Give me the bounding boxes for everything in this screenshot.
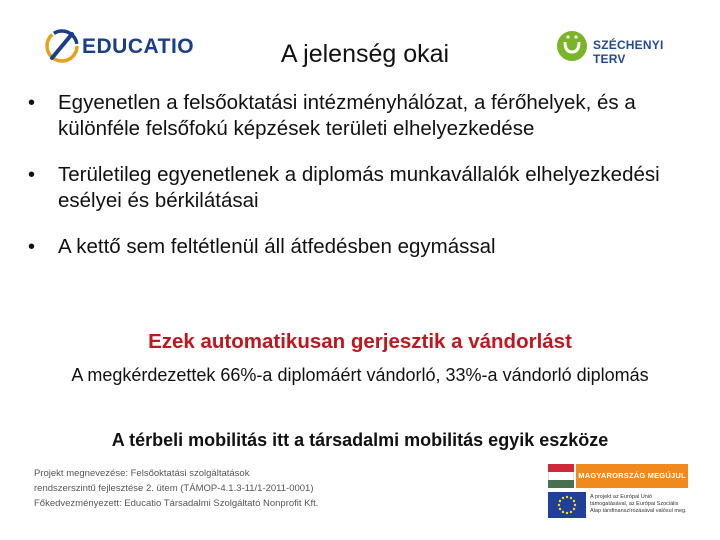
statistic-text: A megkérdezettek 66%-a diplomáért vándorló, 33%-a vándorló diplomás: [71, 365, 649, 385]
project-info: [34, 466, 454, 511]
bullet-dot: •: [28, 236, 36, 258]
bullet-list: [28, 90, 698, 280]
eu-flag-icon: [548, 492, 586, 518]
magyarorszag-megujul-label: MAGYARORSZÁG MEGÚJUL: [576, 464, 688, 488]
bullet-item: [28, 90, 698, 142]
bullet-dot: •: [28, 92, 36, 114]
bullet-item: [28, 162, 698, 214]
project-info-line: rendszerszintű fejlesztése 2. ütem (TÁMOP-4.1.3-11/1-2011-0001): [34, 483, 314, 494]
bullet-text: A kettő sem feltétlenül áll átfedésben egymással: [58, 235, 496, 258]
hungarian-flag-icon: [548, 464, 574, 488]
bullet-dot: •: [28, 164, 36, 186]
project-info-line: Főkedvezményezett: Educatio Társadalmi Szolgáltató Nonprofit Kft.: [34, 498, 319, 509]
slide-title: A jelenség okai: [280, 40, 450, 68]
educatio-logo-icon: [44, 28, 80, 64]
educatio-logo-text: EDUCATIO: [82, 35, 195, 58]
highlight-text: Ezek automatikusan gerjesztik a vándorlást: [148, 330, 572, 353]
project-info-line: Projekt megnevezése: Felsőoktatási szolgáltatások: [34, 468, 250, 479]
mobility-statement: A térbeli mobilitás itt a társadalmi mobilitás egyik eszköze: [111, 430, 609, 450]
szechenyi-logo: [555, 28, 695, 68]
eu-support-text: A projekt az Európai Unió támogatásával, az Európai Szociális Alap társfinanszírozásával valósul meg.: [590, 494, 687, 514]
bullet-item: [28, 234, 698, 260]
szechenyi-logo-icon: [555, 28, 589, 66]
bullet-text: Egyenetlen a felsőoktatási intézményhálózat, a férőhelyek, és a különféle felsőfokú képzések területi elhelyezkedése: [58, 91, 636, 140]
szechenyi-logo-text: SZÉCHENYI TERV: [593, 38, 664, 66]
bullet-text: Területileg egyenetlenek a diplomás munkavállalók elhelyezkedési esélyei és bérkilátásai: [58, 163, 660, 212]
magyarorszag-megujul-badge: [548, 464, 688, 488]
eu-badge: [548, 492, 688, 518]
educatio-logo: [44, 28, 194, 64]
